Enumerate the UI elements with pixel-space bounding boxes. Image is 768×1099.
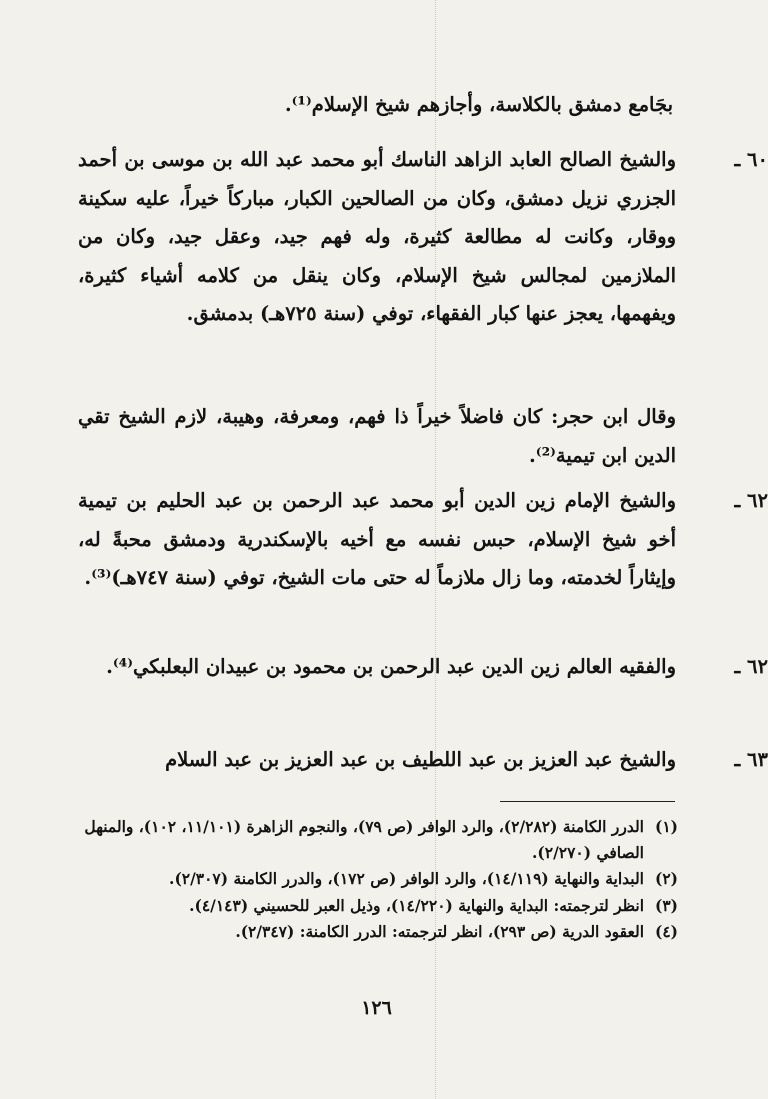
footnote [70, 893, 678, 919]
footnote-number: (٣) [654, 895, 678, 915]
ibn-hajar-paragraph: وقال ابن حجر: كان فاضلاً خيراً ذا فهم، ومعرفة، وهيبة، لازم الشيخ تقي الدين ابن تيمية⁽²⁾. [78, 405, 676, 467]
footnotes [70, 814, 678, 946]
footnote-text: البداية والنهاية (١٤/١١٩)، والرد الوافر (ص ١٧٢)، والدرر الكامنة (٢/٣٠٧). [169, 869, 644, 888]
footnote-text: العقود الدرية (ص ٢٩٣)، انظر لترجمته: الدرر الكامنة: (٢/٣٤٧). [235, 922, 644, 941]
footnote [70, 814, 678, 865]
footnote-number: (٤) [654, 922, 678, 941]
entry-63 [78, 741, 768, 780]
entry-text: والشيخ الإمام زين الدين أبو محمد عبد الرحمن بن عبد الحليم بن تيمية أخو شيخ الإسلام، حبس نفسه مع أخيه بالإسكندرية ودمشق محبةً له، وإيثاراً لخدمته، وما زال ملازماً له حتى مات الشيخ، توفي (سنة ٧٤٧هـ)⁽³⁾. [78, 489, 676, 589]
entry-text: والشيخ عبد العزيز بن عبد اللطيف بن عبد العزيز بن عبد السلام [165, 748, 676, 771]
footnote [70, 919, 678, 945]
entry-number: ٦٣ ـ [734, 748, 768, 771]
footnote-text: الدرر الكامنة (٢/٢٨٢)، والرد الوافر (ص ٧٩)، والنجوم الزاهرة (١١/١٠١، ١٠٢)، والمنهل الصافي (٢/٢٧٠). [84, 817, 644, 862]
entry-60 [78, 141, 768, 334]
footnote-number: (٢) [654, 869, 678, 888]
entry-number: ٦٠ ـ [734, 148, 768, 171]
entry-62-first [78, 482, 768, 598]
footnote-separator [500, 801, 675, 802]
entry-number: ٦٢ ـ [734, 655, 768, 678]
entry-text: والشيخ الصالح العابد الزاهد الناسك أبو محمد عبد الله بن موسى بن أحمد الجزري نزيل دمشق، وكان من الصالحين الكبار، مباركاً خيراً، عليه سكينة ووقار، وكانت له مطالعة كثيرة، وله فهم جيد، وعقل جيد، وكان من الملازمين لمجالس شيخ الإسلام، وكان ينقل من كلامه أشياء كثيرة، ويفهمها، يعجز عنها كبار الفقهاء، توفي (سنة ٧٢٥هـ) بدمشق. [78, 148, 676, 325]
footnote-number: (١) [654, 817, 678, 836]
entry-62-second [78, 648, 768, 687]
footnote [70, 866, 678, 892]
entry-number: ٦٢ ـ [734, 489, 768, 512]
page-number: ١٢٦ [361, 997, 392, 1019]
footnote-text: انظر لترجمته: البداية والنهاية (١٤/٢٢٠)، وذيل العبر للحسيني (٤/١٤٣). [189, 895, 644, 915]
entry-text: والفقيه العالم زين الدين عبد الرحمن بن محمود بن عبيدان البعلبكي⁽⁴⁾. [106, 655, 676, 678]
continuation-line: بجَامع دمشق بالكلاسة، وأجازهم شيخ الإسلام⁽¹⁾. [284, 93, 673, 116]
